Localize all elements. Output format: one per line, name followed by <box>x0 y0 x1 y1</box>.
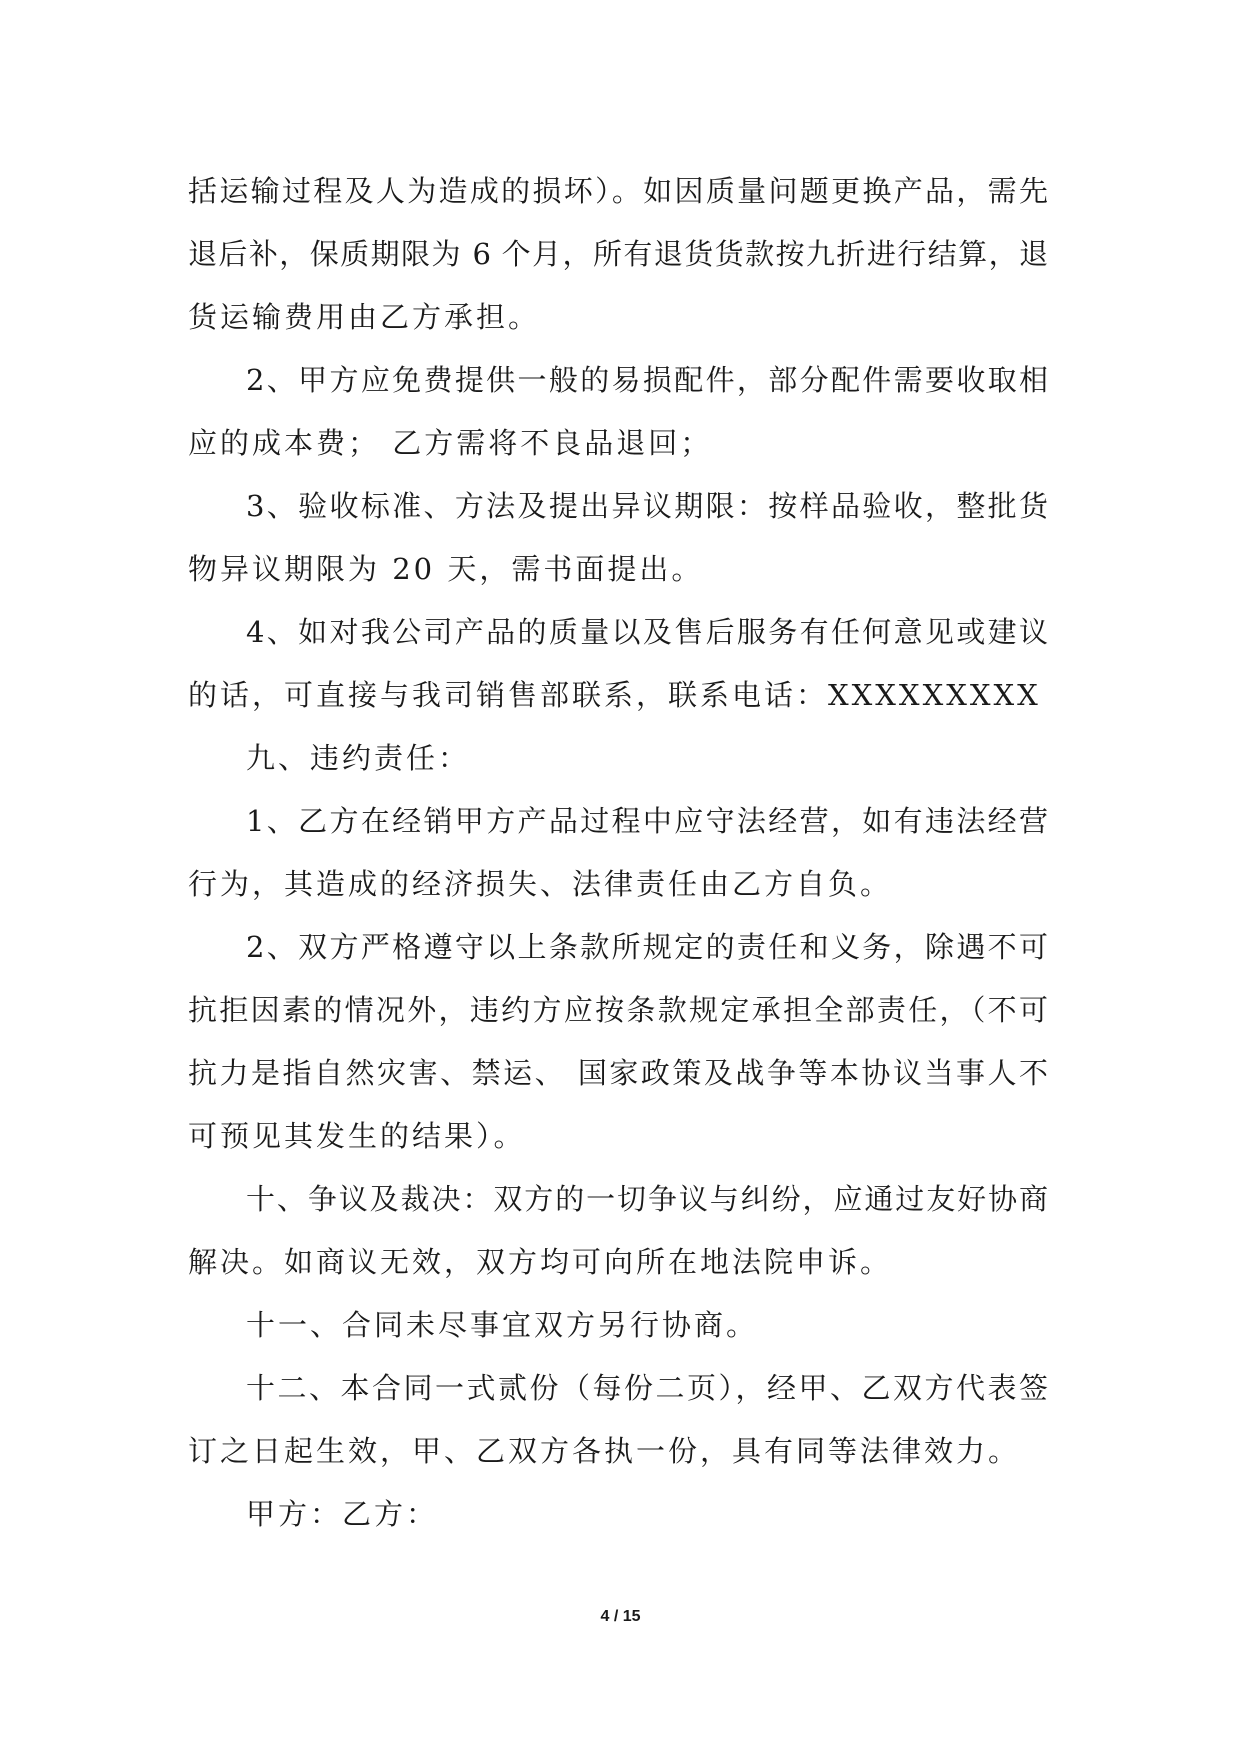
text-line: 物异议期限为 20 天，需书面提出。 <box>188 552 704 586</box>
text-line: 抗拒因素的情况外，违约方应按条款规定承担全部责任，（不可 <box>188 993 1048 1027</box>
text-line: 十一、合同未尽事宜双方另行协商。 <box>246 1308 759 1342</box>
text-line: 十二、本合同一式贰份（每份二页），经甲、乙双方代表签 <box>246 1371 1048 1405</box>
text-line: 应的成本费； 乙方需将不良品退回； <box>188 426 713 460</box>
signature-line: 甲方：乙方： <box>246 1497 439 1531</box>
section-heading: 九、违约责任： <box>246 741 471 775</box>
document-body <box>188 160 1048 1546</box>
text-line: 退后补，保质期限为 6 个月，所有退货货款按九折进行结算，退 <box>188 237 1048 271</box>
text-line: 十、争议及裁决：双方的一切争议与纠纷，应通过友好协商 <box>246 1182 1048 1216</box>
text-line: 1、乙方在经销甲方产品过程中应守法经营，如有违法经营 <box>246 804 1048 838</box>
text-line: 的话，可直接与我司销售部联系，联系电话：XXXXXXXXX <box>188 678 1041 712</box>
text-line: 4、如对我公司产品的质量以及售后服务有任何意见或建议 <box>246 615 1048 649</box>
text-line: 括运输过程及人为造成的损坏）。如因质量问题更换产品，需先 <box>188 174 1048 208</box>
text-line: 货运输费用由乙方承担。 <box>188 300 541 334</box>
page-number: 4 / 15 <box>600 1608 641 1625</box>
text-line: 可预见其发生的结果）。 <box>188 1119 526 1153</box>
text-line: 2、双方严格遵守以上条款所规定的责任和义务，除遇不可 <box>246 930 1048 964</box>
text-line: 2、甲方应免费提供一般的易损配件，部分配件需要收取相 <box>246 363 1048 397</box>
text-line: 行为，其造成的经济损失、法律责任由乙方自负。 <box>188 867 893 901</box>
text-line: 解决。如商议无效，双方均可向所在地法院申诉。 <box>188 1245 893 1279</box>
text-line: 抗力是指自然灾害、禁运、 国家政策及战争等本协议当事人不 <box>188 1056 1048 1090</box>
text-line: 订之日起生效，甲、乙双方各执一份，具有同等法律效力。 <box>188 1434 1021 1468</box>
text-line: 3、验收标准、方法及提出异议期限：按样品验收，整批货 <box>246 489 1048 523</box>
